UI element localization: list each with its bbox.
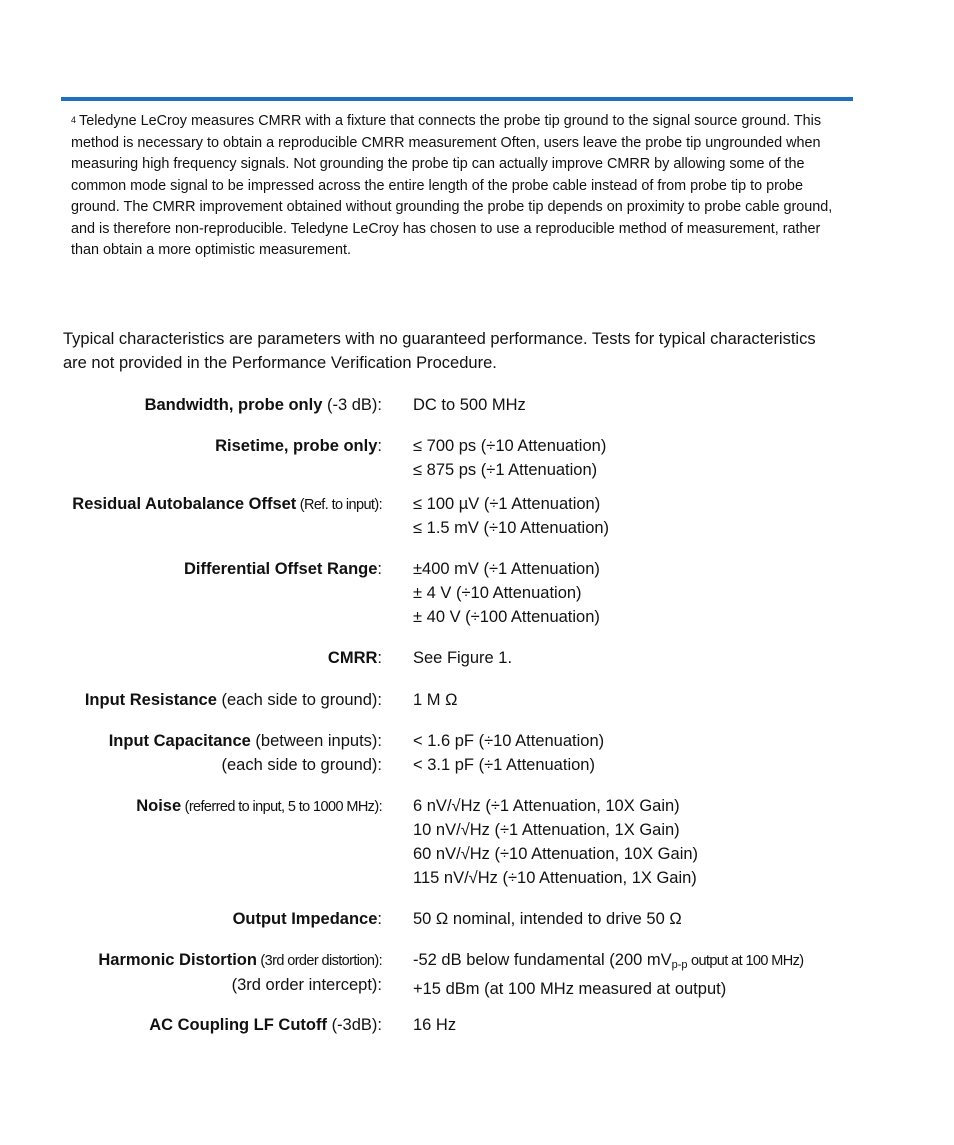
spec-label: Output Impedance: [232,910,382,928]
spec-label: Noise (referred to input, 5 to 1000 MHz): [136,797,382,815]
spec-value: 1 M Ω [413,691,458,709]
spec-value: 50 Ω nominal, intended to drive 50 Ω [413,910,682,928]
spec-label: Bandwidth, probe only (-3 dB): [144,396,382,414]
footnote-marker: 4 [71,115,77,125]
spec-label: Differential Offset Range: [183,560,382,578]
spec-label: Risetime, probe only: [215,437,382,455]
spec-label: Input Resistance (each side to ground): [84,691,382,709]
spec-label: AC Coupling LF Cutoff (-3dB): [149,1016,382,1034]
spec-label: CMRR: [327,649,382,667]
spec-value: 16 Hz [413,1016,457,1034]
spec-value: ≤ 100 µV (÷1 Attenuation) ≤ 1.5 mV (÷10 Attenuation) [413,495,610,537]
spec-value: -52 dB below fundamental (200 $mV_{p-p}$ output at 100 MHz) +15 dBm (at 100 MHz measured at output) [413,951,804,998]
spec-label: Residual Autobalance Offset (Ref. to input): [72,495,382,513]
spec-value: < 1.6 pF (÷10 Attenuation) < 3.1 pF (÷1 Attenuation) [413,732,605,774]
intro-paragraph: Typical characteristics are parameters with no guaranteed performance. Tests for typical characteristics are not provided in the Performance Verification Procedure. [63,330,816,372]
footnote-separator-rule [61,97,853,101]
spec-label: Input Capacitance (between inputs): (each side to ground): [108,732,382,774]
spec-value: ±400 mV (÷1 Attenuation) ± 4 V (÷10 Attenuation) ± 40 V (÷100 Attenuation) [413,560,600,626]
spec-label: Harmonic Distortion (3rd order distortion): (3rd order intercept): [98,951,382,994]
footnote-text: Teledyne LeCroy measures CMRR with a fixture that connects the probe tip ground to the signal source ground. This method is necessary to obtain a reproducible CMRR measurement Often, users leave the probe tip ungrounded when measuring high frequency signals. Not grounding the probe tip can actually improve CMRR by allowing some of the common mode signal to be impressed across the entire length of the probe cable instead of from probe tip to probe ground. The CMRR improvement obtained without grounding the probe tip depends on proximity to probe cable ground, and is therefore non-reproducible. Teledyne LeCroy has chosen to use a reproducible method of measurement, rather than obtain a more optimistic measurement. [71,113,833,258]
spec-value: See Figure 1. [413,649,513,667]
spec-value: 6 nV/√Hz (÷1 Attenuation, 10X Gain) 10 nV/√Hz (÷1 Attenuation, 1X Gain) 60 nV/√Hz (÷10 Attenuation, 10X Gain) 115 nV/√Hz (÷10 Attenuation, 1X Gain) [413,797,699,887]
spec-value: ≤ 700 ps (÷10 Attenuation) ≤ 875 ps (÷1 Attenuation) [413,437,607,479]
footnote [71,111,841,262]
spec-value: DC to 500 MHz [413,396,526,414]
